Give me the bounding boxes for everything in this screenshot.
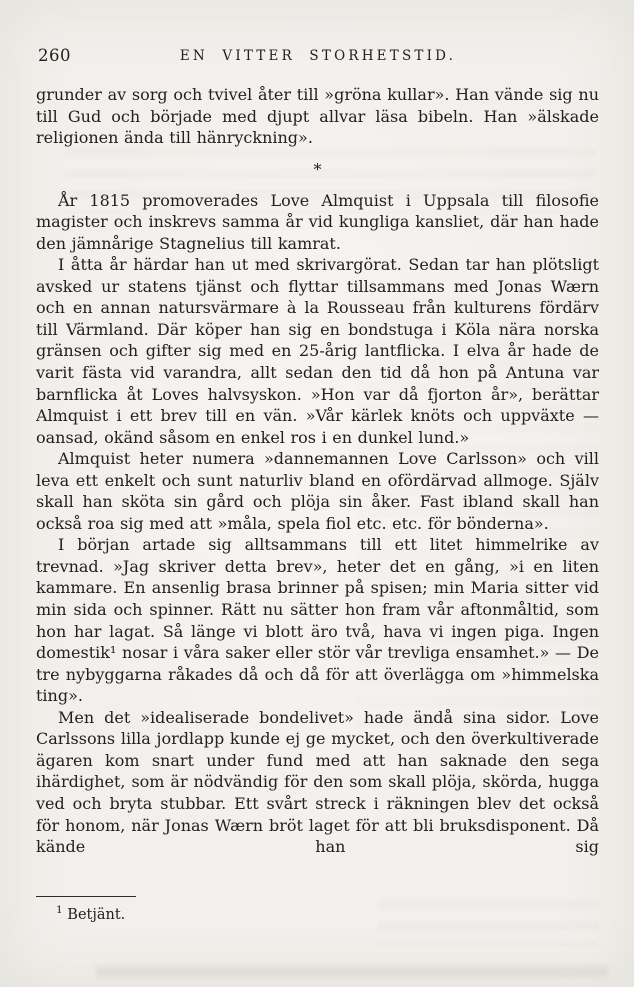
ink-bleed-through-artifact bbox=[96, 966, 608, 977]
paragraph: År 1815 promoverades Love Almquist i Uppsala till filosofie magister och inskrevs samma år vid kungliga kansliet, där han hade den jämnårige Stagnelius till kamrat. bbox=[36, 190, 599, 253]
running-title: EN VITTER STORHETSTID. bbox=[179, 48, 457, 64]
paragraph-breaks-to-next-page: Men det »idealiserade bondelivet» hade ändå sina sidor. Love Carlssons lilla jordlapp kunde ej ge mycket, och den överkultiverade ägaren kom snart under fund med att han saknade den sega ihärdighet, som är nödvändig för den som skall plöja, skörda, hugga ved och bryta stubbar. Ett svårt streck i räkningen blev det också för honom, när Jonas Wærn bröt laget för att bli bruksdisponent. Då kände han sig bbox=[36, 707, 599, 857]
paragraph-continued-from-previous-page: grunder av sorg och tvivel åter till »gröna kullar». Han vände sig nu till Gud och började med djupt allvar läsa bibeln. Han »älskade religionen ända till hänryckning». bbox=[36, 85, 599, 148]
page-header bbox=[38, 46, 598, 68]
paragraph: I åtta år härdar han ut med skrivargörat. Sedan tar han plötsligt avsked ur statens tjänst och flyttar tillsammans med Jonas Wærn och en annan natursvärmare à la Rousseau från kulturens fördärv till Värmland. Där köper han sig en bondstuga i Köla nära norska gränsen och gifter sig med en 25-årig lantflicka. I elva år hade de varit fästa vid varandra, allt sedan den tid då hon på Antuna var barnflicka åt Loves halvsyskon. »Hon var då fjorton år», berättar Almquist i ett brev till en vän. »Vår kärlek knöts och uppväxte — oansad, okänd såsom en enkel ros i en dunkel lund.» bbox=[36, 255, 599, 447]
footnote-area bbox=[36, 896, 599, 925]
paragraph: I början artade sig alltsammans till ett litet himmelrike av trevnad. »Jag skriver detta brev», heter det en gång, »i en liten kammare. En ansenlig brasa brinner på spisen; min Maria sitter vid min sida och spinner. Rätt nu sätter hon fram vår aftonmåltid, som hon har lagat. Så länge vi blott äro två, hava vi ingen piga. Ingen domestik¹ nosar i våra saker eller stör vår trevliga ensamhet.» — De tre nybyggarna råkades då och då för att överlägga om »himmelska ting». bbox=[36, 535, 599, 706]
text-block bbox=[36, 84, 599, 858]
section-divider-asterisk: * bbox=[313, 159, 322, 179]
footnote-rule bbox=[36, 896, 136, 897]
footnote-marker: 1 bbox=[56, 904, 63, 917]
footnote-text: Betjänt. bbox=[67, 907, 126, 923]
footnote bbox=[36, 905, 599, 925]
paragraph: Almquist heter numera »dannemannen Love Carlsson» och vill leva ett enkelt och sunt naturliv bland en ofördärvad allmoge. Själv skall han sköta sin gård och plöja sin åker. Fast ibland skall han också roa sig med att »måla, spela fiol etc. etc. för bönderna». bbox=[36, 449, 599, 533]
page-number: 260 bbox=[38, 46, 71, 65]
